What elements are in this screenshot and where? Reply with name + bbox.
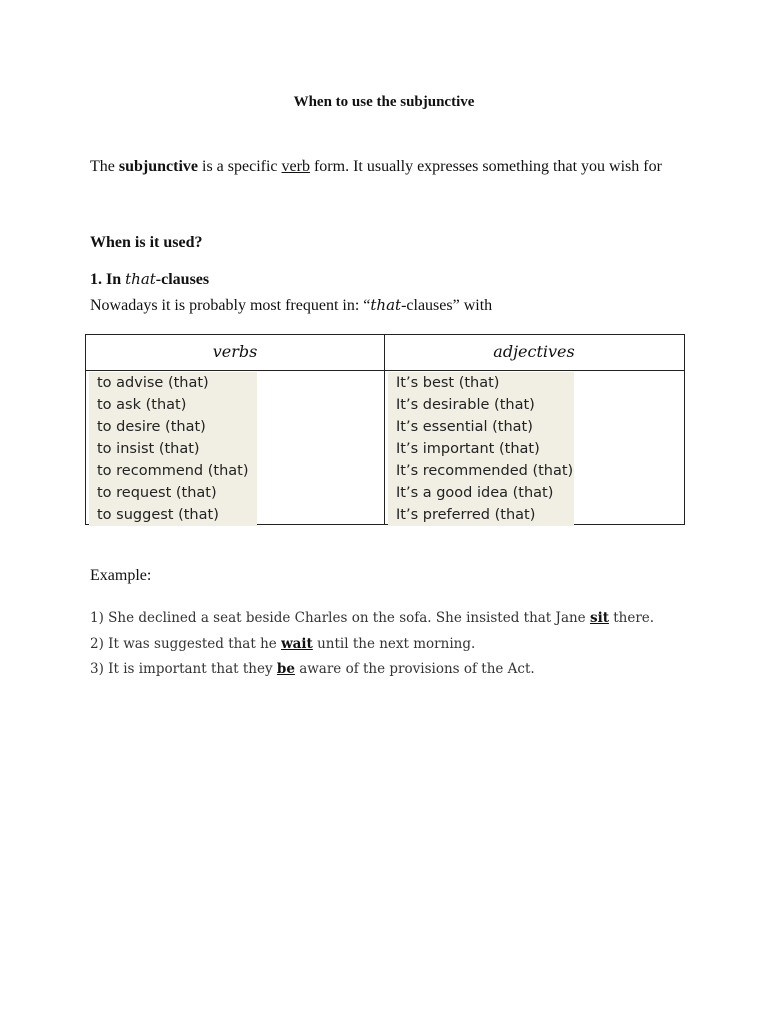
heading-that-italic: that [125,270,156,288]
intro-text-3: form. It usually expresses something that you wish for [309,158,662,175]
intro-bold-term: subjunctive [118,158,198,175]
example-text: 3) It is important that they [90,661,277,677]
verb-item: to suggest (that) [97,507,219,523]
table-header-adjectives: adjectives [493,342,575,361]
verb-item: to advise (that) [97,375,209,391]
adjective-item: It’s essential (that) [396,419,533,435]
example-text: aware of the provisions of the Act. [294,661,535,677]
adjective-item: It’s recommended (that) [396,463,574,479]
intro-text-1: The [90,158,119,175]
verb-item: to recommend (that) [97,463,249,479]
adjective-item: It’s a good idea (that) [396,485,554,501]
table-column-divider [384,335,385,524]
adjectives-list [388,372,574,526]
example-sentence-1 [90,610,654,626]
example-text: 2) It was suggested that he [90,636,282,652]
heading-when-used: When is it used? [90,234,203,251]
adjective-item: It’s desirable (that) [396,397,535,413]
table-header-verbs: verbs [212,342,258,361]
verb-item: to insist (that) [97,441,200,457]
table-header-divider [86,370,684,371]
subjunctive-table [85,334,685,525]
example-text: 1) She declined a seat beside Charles on the sofa. She insisted that Jane [90,610,590,626]
verb-item: to request (that) [97,485,217,501]
adjective-item: It’s best (that) [396,375,500,391]
example-text: until the next morning. [312,636,476,652]
example-text: there. [608,610,655,626]
heading-that-rest: -clauses [155,271,210,288]
verb-item: to desire (that) [97,419,206,435]
frequent-line [90,296,492,315]
example-sentence-3 [90,661,535,677]
verbs-list [89,372,257,526]
intro-paragraph [90,154,690,180]
verb-item: to ask (that) [97,397,187,413]
intro-underlined-term: verb [281,158,310,175]
adjective-item: It’s important (that) [396,441,540,457]
frequent-italic: that [370,296,402,314]
example-subjunctive-verb: be [276,661,295,677]
intro-text-2: is a specific [198,158,282,175]
heading-that-number: 1. In [90,271,126,288]
example-label: Example: [90,567,152,584]
adjective-item: It’s preferred (that) [396,507,536,523]
example-subjunctive-verb: sit [589,610,609,626]
page-title: When to use the subjunctive [293,94,475,110]
frequent-after: -clauses” with [401,297,493,314]
heading-that-clauses [90,270,209,289]
frequent-before: Nowadays it is probably most frequent in: “ [90,297,371,314]
example-sentence-2 [90,636,475,652]
example-subjunctive-verb: wait [281,636,313,652]
